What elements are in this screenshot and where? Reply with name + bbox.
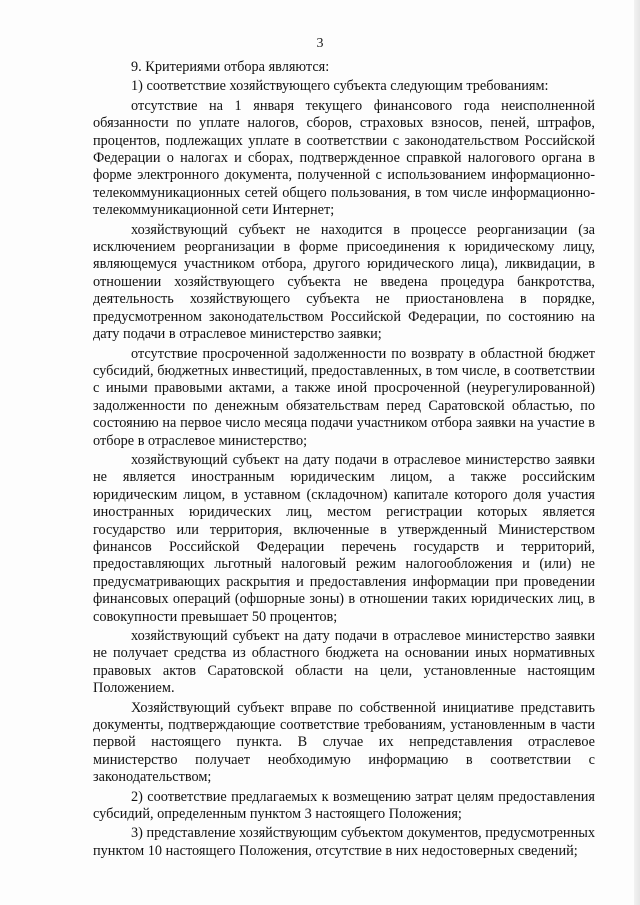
scan-edge-shadow bbox=[634, 0, 640, 905]
page-number: 3 bbox=[316, 36, 324, 51]
criterion-2: 2) соответствие предлагаемых к возмещению затрат целям предоставления субсидий, определенным пунктом 3 настоящего Положения; bbox=[93, 788, 595, 823]
voluntary-documents-paragraph: Хозяйствующий субъект вправе по собственной инициативе представить документы, подтверждающие соответствие требованиям, установленным в части первой настоящего пункта. В случае их непредставления отраслевое министерство получает необходимую информацию в соответствии с законодательством; bbox=[93, 699, 595, 786]
criterion-3: 3) представление хозяйствующим субъектом документов, предусмотренных пунктом 10 настоящего Положения, отсутствие в них недостоверных сведений; bbox=[93, 825, 595, 859]
requirement-not-foreign-entity: хозяйствующий субъект на дату подачи в отраслевое министерство заявки не является иностранным юридическим лицом, а также российским юридическим лицом, в уставном (складочном) капитале которого доля участия иностранных юридических лиц, местом регистрации которых является государство или территория, включенные в утвержденный Министерством финансов Российской Федерации перечень государств и территорий, предоставляющих льготный налоговый режим налогообложения и (или) не предусматривающих раскрытия и предоставления информации при проведении финансовых операций (офшорные зоны) в отношении таких юридических лиц, в совокупности превышает 50 процентов; bbox=[93, 451, 595, 625]
requirement-no-other-funding: хозяйствующий субъект на дату подачи в отраслевое министерство заявки не получает средства из областного бюджета на основании иных нормативных правовых актов Саратовской области на цели, установленные настоящим Положением. bbox=[93, 628, 595, 697]
requirement-no-tax-debt: отсутствие на 1 января текущего финансового года неисполненной обязанности по уплате налогов, сборов, страховых взносов, пеней, штрафов, процентов, подлежащих уплате в соответствии с законодательством Российской Федерации о налогах и сборах, подтвержденное справкой налогового органа в форме электронного документа, полученной с использованием информационно-телекоммуникационных сетей общего пользования, в том числе информационно-телекоммуникационной сети Интернет; bbox=[93, 97, 595, 219]
criterion-1-intro: 1) соответствие хозяйствующего субъекта следующим требованиям: bbox=[131, 78, 549, 95]
requirement-no-reorganization: хозяйствующий субъект не находится в процессе реорганизации (за исключением реорганизации в форме присоединения к юридическому лицу, являющемуся участником отбора, другого юридического лица), ликвидации, в отношении хозяйствующего субъекта не введена процедура банкротства, деятельность хозяйствующего субъекта не приостановлена в порядке, предусмотренном законодательством Российской Федерации, по состоянию на дату подачи в отраслевое министерство заявки; bbox=[93, 221, 595, 343]
requirement-no-overdue-debt: отсутствие просроченной задолженности по возврату в областной бюджет субсидий, бюджетных инвестиций, предоставленных, в том числе, в соответствии с иными правовыми актами, а также иной просроченной (неурегулированной) задолженности по денежным обязательствам перед Саратовской областью, по состоянию на первое число месяца подачи участником отбора заявки на участие в отборе в отраслевое министерство; bbox=[93, 345, 595, 449]
criteria-heading: 9. Критериями отбора являются: bbox=[131, 59, 330, 75]
document-body bbox=[93, 59, 595, 862]
